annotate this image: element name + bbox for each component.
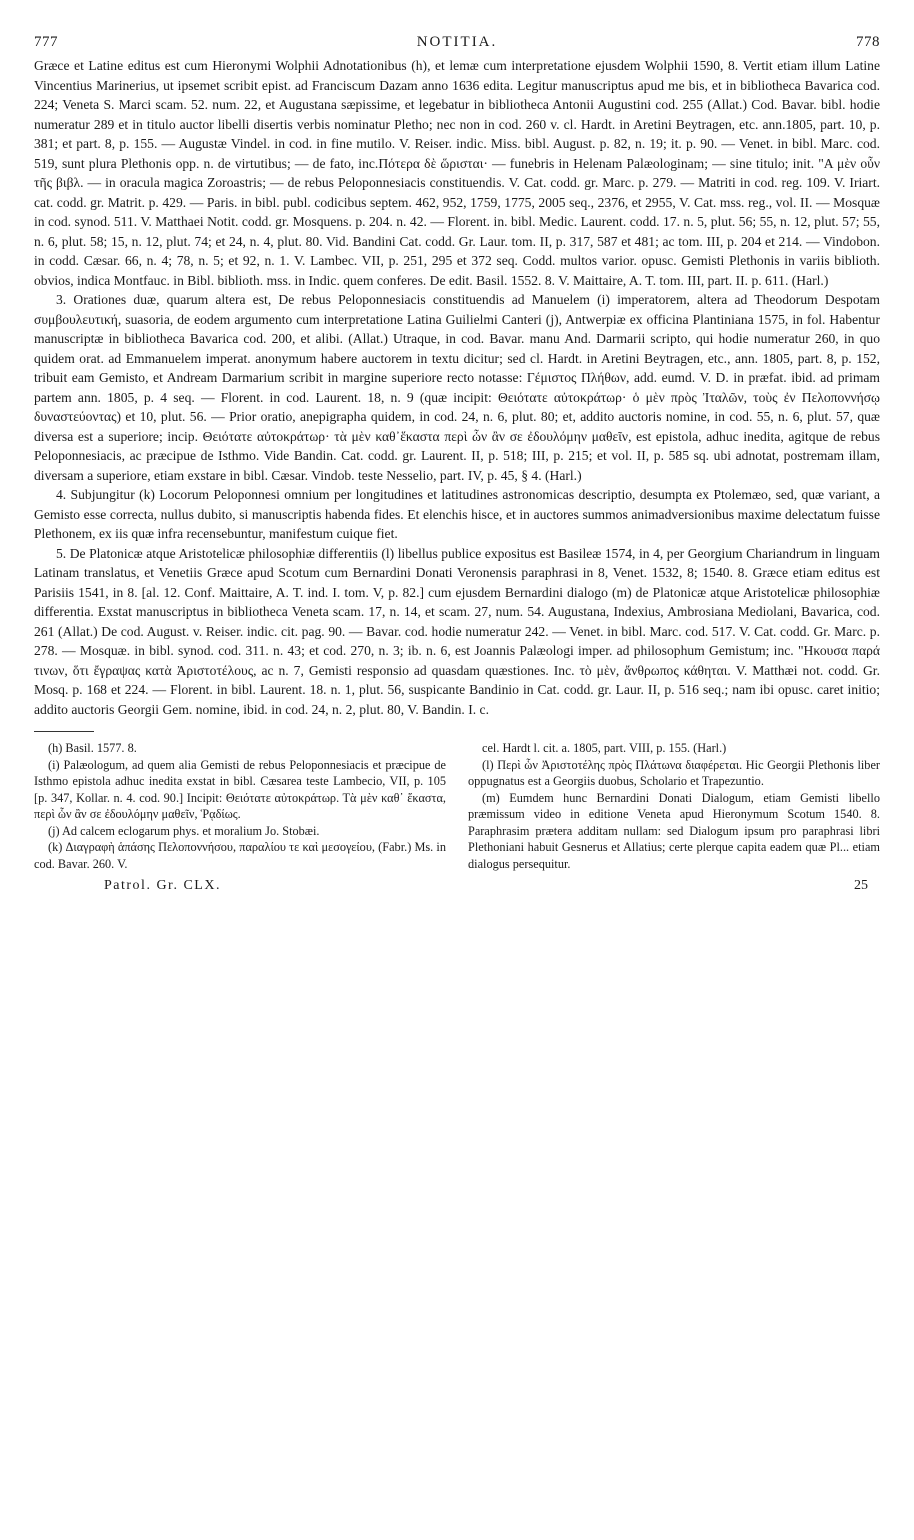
page bbox=[34, 34, 880, 894]
paragraph-5: 5. De Platonicæ atque Aristotelicæ philosophiæ differentiis (l) libellus publice expositus est Basileæ 1574, in 4, per Georgium Chariandrum in linguam Latinam translatus, et Venetiis Græce apud Scotum cum Bernardini Donati Veronensis paraphrasi in 8, Venet. 1532, 8; 1540. 8. Græce etiam editus est Parisiis 1541, in 8. [al. 12. Conf. Maittaire, A. T. ind. I. tom. V, p. 82.] cum ejusdem Bernardini dialogo (m) de Platonicæ atque Aristotelicæ philosophiæ differentia. Exstat manuscriptus in bibliotheca Veneta scam. 17, n. 14, et scam. 27, num. 54. Augustana, Indexius, Ambrosiana Mediolani, Bavarica, cod. 261 (Allat.) De cod. August. v. Reiser. indic. cit. pag. 90. — Bavar. cod. hodie numeratur 242. — Venet. in bibl. Marc. cod. 517. V. Cat. codd. Gr. Marc. p. 278. — Mosquæ. in bibl. synod. cod. 311. n. 43; et cod. 270, n. 3; ib. n. 6, est Joannis Palæologi imper. ad philosophum Gemistum; inc. "Ηκουσα παρά τινων, ὅτι ἔγραψας κατὰ Ἀριστοτέλους, ac n. 7, Gemisti responsio ad quasdam quæstiones. Inc. τὸ μὲν, ἄνθρωπος κάθηται. V. Matthæi not. codd. Gr. Mosq. p. 168 et 224. — Florent. in bibl. Laurent. 18. n. 1, plut. 56, suspicante Bandinio in Cat. codd. gr. Laur. II, p. 516 seq.; nam ibi opusc. caret initio; addito auctoris Georgii Gem. nomine, ibid. in cod. 24, n. 2, plut. 80, V. Bandin. I. c. bbox=[34, 545, 880, 717]
paragraph-4: 4. Subjungitur (k) Locorum Peloponnesi omnium per longitudines et latitudines astronomicas descriptio, desumpta ex Ptolemæo, sed, quæ variant, a Gemisto esse correcta, nullus dubito, si manuscriptis habenda fides. Et elenchis hisce, et in auctores summos animadversionibus maxime delectatum fuisse Plethonem, ex iis quæ infra recensebuntur, manifestum cuique fiet. bbox=[34, 487, 880, 541]
page-footer bbox=[34, 878, 880, 894]
main-text bbox=[34, 56, 880, 719]
footnote-m: (m) Eumdem hunc Bernardini Donati Dialogum, etiam Gemisti libello præmissum video in editione Veneta apud Hieronymum Scotum 1540. 8. Paraphrasim prætera additam nullam: sed Dialogum ipsum pro paraphrasi libri Plethoniani habuit Gesnerus et Allatius; certe plerque capita eadem quæ Pl... etiam dialogus persequitur. bbox=[468, 790, 880, 871]
paragraph-continuation: Græce et Latine editus est cum Hieronymi Wolphii Adnotationibus (h), et lemæ cum interpretatione ejusdem Wolphii 1590, 8. Vertit etiam illum Latine Vincentius Marinerius, ut ipsemet scribit epist. ad Franciscum Dazam anno 1636 edita. Legitur manuscriptus apud me bis, et in bibliotheca Bavarica cod. 224; Veneta S. Marci scam. 52. num. 22, et Augustana sæpissime, et legebatur in bibliotheca Antonii Augustini cod. 255 (Allat.) Cod. Bavar. bibl. hodie numeratur 289 et in titulo auctor libelli disertis verbis nominatur Pletho; nec non in cod. 260 v. cl. Hardt. in Aretini Beytragen, etc. ann.1805, part. 10, p. 381; et part. 8, p. 155. — Augustæ Vindel. in cod. in fine mutilo. V. Reiser. indic. Miss. bibl. August. p. 82, n. 19; it. p. 90. — Venet. in bibl. Marc. cod. 519, sunt plura Plethonis opp. n. de virtutibus; — de fato, inc.Πότερα δὲ ὥρισται· — funebris in Helenam Palæologinam; — sine titulo; init. "Α μὲν οὖν τῆς βιβλ. — in oracula magica Zoroastris; — de rebus Peloponnesiacis constituendis. V. Cat. codd. gr. Marc. p. 279. — Matriti in cod. reg. 109. V. Iriart. cat. codd. gr. Matrit. p. 429. — Paris. in bibl. publ. codicibus septem. 462, 952, 1759, 1775, 2005 seq., 2376, et 2955, V. Cat. mss. reg., vol. II. — Mosquæ in cod. synod. 511. V. Matthaei Notit. codd. gr. Mosquens. p. 204. n. 42. — Florent. in. bibl. Medic. Laurent. codd. 17. n. 5, plut. 56; 55, n. 12, plut. 57; 55, n. 6, plut. 58; 15, n. 12, plut. 74; et 24, n. 4, plut. 80. Vid. Bandini Cat. codd. Gr. Laur. tom. II, p. 317, 587 et 481; ac tom. III, p. 204 et 214. — Vindobon. in codd. Cæsar. 66, n. 4; 78, n. 5; et 92, n. 1. V. Lambec. VII, p. 251, 295 et 372 seq. Codd. multos varior. opusc. Gemisti Plethonis in variis biblioth. obvios, indica Montfauc. in Bibl. biblioth. mss. in Indic. quem conferes. De edit. Basil. 1552. 8. V. Maittaire, A. T. tom. III, part. II. p. 611. (Harl.) bbox=[34, 58, 880, 288]
gathering-number: 25 bbox=[854, 878, 868, 893]
footnotes bbox=[34, 740, 880, 872]
left-page-number: 777 bbox=[34, 34, 58, 50]
paragraph-3: 3. Orationes duæ, quarum altera est, De rebus Peloponnesiacis constituendis ad Manuelem (i) imperatorem, altera ad Theodorum Despotam συμβουλευτική, suasoria, de eodem argumento cum interpretatione Latina Guilielmi Canteri (j), Antwerpiæ ex officina Plantiniana 1575, in fol. Habentur manuscriptæ in bibliotheca Bavarica cod. 200, et alibi. (Allat.) Utraque, in cod. Bavar. manu And. Darmarii scripto, qui hodie numeratur 260, in quo quidem orat. ad Emmanuelem imperat. anonymum habere auctorem in textu dicitur; sed cl. Hardt. in Aretini Beytragen, etc., ann. 1805, part. 8, p. 152, tribuit eam Gemisto, et Andream Darmarium scribit in margine superiore recto notasse: Γέμιστος Πλήθων, add. eumd. V. D. in præfat. ibid. ad primam partem ann. 1805, p. 4 seq. — Florent. in cod. Laurent. 18, n. 9 (quæ incipit: Θειότατε αὐτοκράτωρ· ὁ μὲν πρὸς Ἰταλῶν, τοὺς ἐν Πελοποννήσῳ δυναστεύοντας) et 10, plut. 56. — Prior oratio, anepigrapha quidem, in cod. 24, n. 6, plut. 80; et, addito auctoris nomine, in cod. 55, n. 6, plut. 57, quæ diversa est a superiore; incip. Θειότατε αὐτοκράτωρ· τὰ μὲν καθ᾽ἕκαστα περὶ ὧν ἂν σε ἐδουλόμην μαθεῖν, est epistola, adhuc inedita, agitque de rebus Peloponnesiacis, ac præcipue de Isthmo. Vide Bandin. Cat. codd. gr. Laurent. II, p. 518; III, p. 215; et vol. II, p. 585 sq. ubi adnotat, postremam illam, diversam a superiore, etiam exstare in bibl. Cæsar. Vindob. teste Nesselio, part. IV, p. 45, § 4. (Harl.) bbox=[34, 292, 880, 483]
footnote-i: (i) Palæologum, ad quem alia Gemisti de rebus Peloponnesiacis et præcipue de Isthmo epistola adhuc inedita exstat in bibl. Cæsarea teste Lambecio, VII, p. 105 [p. 347, Kollar. n. 4. cod. 90.] Incipit: Θειότατε αὐτοκράτωρ. Τὰ μὲν καθ᾽ ἕκαστα, περὶ ὧν ἂν σε ἐδουλόμην μαθεῖν, Ῥᾳδίως. bbox=[34, 757, 446, 821]
running-header bbox=[34, 34, 880, 56]
footnote-h: (h) Basil. 1577. 8. bbox=[48, 741, 137, 755]
footnote-k: (k) Διαγραφὴ ἁπάσης Πελοποννήσου, παραλίου τε καὶ μεσογείου, (Fabr.) Ms. in cod. Bavar. 260. V. bbox=[34, 840, 446, 871]
running-title: NOTITIA. bbox=[416, 34, 498, 50]
footnotes-left-column bbox=[34, 740, 446, 872]
footnote-j: (j) Ad calcem eclogarum phys. et moralium Jo. Stobæi. bbox=[48, 823, 320, 838]
footnotes-right-column bbox=[468, 740, 880, 872]
footnote-k-continued: cel. Hardt l. cit. a. 1805, part. VIII, p. 155. (Harl.) bbox=[482, 741, 727, 755]
right-page-number: 778 bbox=[855, 34, 880, 50]
footnote-l: (l) Περὶ ὧν Ἀριστοτέλης πρὸς Πλάτωνα διαφέρεται. Hic Georgii Plethonis liber oppugnatus est a Georgiis duobus, Scholario et Trapezuntio. bbox=[468, 757, 880, 788]
signature-mark: Patrol. Gr. CLX. bbox=[104, 878, 221, 893]
footnote-divider bbox=[34, 731, 94, 732]
